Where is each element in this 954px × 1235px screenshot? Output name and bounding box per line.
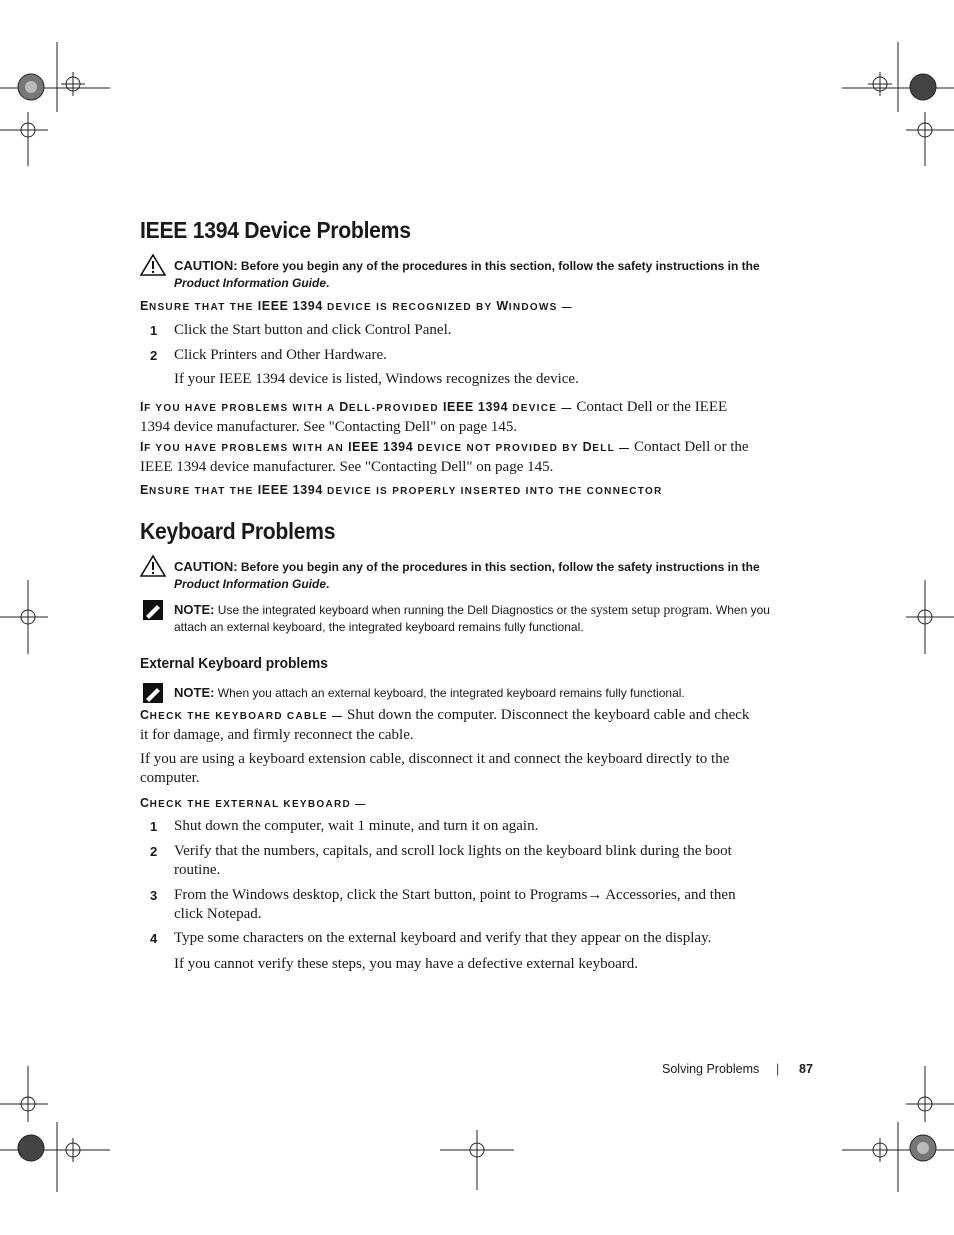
sc-cap: IEEE 1394 bbox=[348, 440, 414, 454]
step-text-part: button and click bbox=[260, 322, 365, 338]
sc-cap: E bbox=[140, 299, 149, 313]
caution-notice bbox=[174, 558, 774, 593]
note-text: Use the integrated keyboard when running the Dell Diagnostics or the bbox=[217, 603, 588, 617]
section-title-ieee1394: IEEE 1394 Device Problems bbox=[140, 217, 411, 243]
step-number: 2 bbox=[150, 348, 158, 363]
step-text bbox=[174, 321, 760, 340]
paragraph-check-cable bbox=[140, 706, 760, 745]
heading-check-external bbox=[140, 796, 366, 810]
caution-end: . bbox=[326, 276, 330, 290]
menu-arrow: → bbox=[587, 887, 606, 903]
sc-cap: I bbox=[140, 440, 145, 454]
sc-text: ELL — bbox=[592, 443, 631, 454]
sc-cap: E bbox=[140, 483, 149, 497]
note-text: When you attach an external keyboard, the integrated keyboard remains fully functional. bbox=[217, 686, 685, 700]
caution-text: Before you begin any of the procedures in this section, follow the safety instructions in the bbox=[240, 259, 760, 273]
caution-text: Before you begin any of the procedures in this section, follow the safety instructions in the bbox=[240, 560, 760, 574]
step-text-part: . bbox=[447, 322, 452, 338]
ui-term: Start bbox=[401, 887, 431, 903]
note-label: NOTE: bbox=[174, 685, 215, 700]
sc-text: ELL-PROVIDED bbox=[348, 403, 443, 414]
paragraph-body: Contact Dell or the IEEE 1394 device manufacturer. See "Contacting Dell" on page 145. bbox=[140, 439, 749, 475]
sc-cap: D bbox=[339, 400, 349, 414]
step-text-part: Click the bbox=[174, 322, 233, 338]
ui-term: Control Panel bbox=[364, 322, 448, 338]
note-label: NOTE: bbox=[174, 602, 215, 617]
section-title-keyboard: Keyboard Problems bbox=[140, 518, 336, 544]
sc-cap: IEEE 1394 bbox=[257, 299, 323, 313]
sc-text: INDOWS — bbox=[508, 302, 574, 313]
subsection-title: External Keyboard problems bbox=[140, 655, 328, 672]
step-number: 1 bbox=[150, 323, 158, 338]
sc-cap: W bbox=[496, 299, 509, 313]
heading-ensure-inserted bbox=[140, 483, 663, 497]
sc-text: DEVICE — bbox=[508, 403, 573, 414]
sc-cap: D bbox=[582, 440, 593, 454]
sc-cap: IEEE 1394 bbox=[442, 400, 509, 414]
step-followup-text: If you cannot verify these steps, you may have a defective external keyboard. bbox=[174, 956, 638, 972]
sc-cap: IEEE 1394 bbox=[257, 483, 323, 497]
sc-cap: C bbox=[140, 708, 150, 722]
note-external-keyboard bbox=[174, 684, 774, 702]
ui-term: Start bbox=[232, 322, 261, 338]
step-number: 4 bbox=[150, 931, 158, 946]
ui-term: Accessories bbox=[605, 887, 677, 903]
step-text: Verify that the numbers, capitals, and scroll lock lights on the keyboard blink during the boot routine. bbox=[174, 843, 732, 878]
ui-term: Notepad bbox=[206, 906, 258, 922]
step-text-part: button, point to bbox=[430, 887, 530, 903]
caution-notice bbox=[174, 257, 774, 292]
sc-text: HECK THE EXTERNAL KEYBOARD — bbox=[149, 799, 367, 810]
caution-label: CAUTION: bbox=[174, 258, 238, 273]
note-pencil-icon bbox=[142, 682, 164, 704]
step-text bbox=[174, 886, 760, 924]
footer-separator: | bbox=[776, 1062, 780, 1076]
sc-cap: C bbox=[140, 796, 150, 810]
step-text: Type some characters on the external keyboard and verify that they appear on the display. bbox=[174, 930, 712, 946]
footer-page-number: 87 bbox=[799, 1062, 813, 1076]
step-followup-text: If your IEEE 1394 device is listed, Windows recognizes the device. bbox=[174, 371, 579, 387]
sc-text: F YOU HAVE PROBLEMS WITH A bbox=[144, 403, 340, 414]
step-text-part: , and then click bbox=[174, 887, 736, 922]
sc-text: DEVICE IS PROPERLY INSERTED INTO THE CONNECTOR bbox=[322, 486, 663, 497]
note-text: When you attach an external keyboard, the integrated keyboard remains fully functional. bbox=[174, 603, 770, 634]
note-term: system setup program. bbox=[590, 602, 713, 617]
paragraph-body: Contact Dell or the IEEE 1394 device manufacturer. See "Contacting Dell" on page 145. bbox=[140, 399, 728, 435]
paragraph-body: Shut down the computer. Disconnect the keyboard cable and check it for damage, and firmly reconnect the cable. bbox=[140, 707, 750, 743]
step-number: 1 bbox=[150, 819, 158, 834]
paragraph-extension-cable: If you are using a keyboard extension cable, disconnect it and connect the keyboard directly to the computer. bbox=[140, 751, 730, 786]
heading-ensure-recognized bbox=[140, 299, 573, 313]
ui-term: Programs bbox=[529, 887, 588, 903]
step-number: 3 bbox=[150, 888, 158, 903]
ui-term: Printers and Other Hardware bbox=[210, 347, 384, 363]
note-integrated-keyboard bbox=[174, 601, 774, 636]
step-text-part: . bbox=[257, 906, 262, 922]
caution-icon bbox=[140, 254, 166, 276]
step-text-part: From the Windows desktop, click the bbox=[174, 887, 402, 903]
sc-text: DEVICE NOT PROVIDED BY bbox=[413, 443, 583, 454]
caution-end: . bbox=[326, 577, 330, 591]
paragraph-dell-provided bbox=[140, 398, 760, 437]
sc-text: NSURE THAT THE bbox=[148, 486, 258, 497]
sc-text: HECK THE KEYBOARD CABLE — bbox=[149, 711, 344, 722]
caution-label: CAUTION: bbox=[174, 559, 238, 574]
sc-cap: I bbox=[140, 400, 145, 414]
step-text bbox=[174, 346, 760, 365]
step-text-part: . bbox=[383, 347, 387, 363]
footer-section-name: Solving Problems bbox=[662, 1062, 760, 1076]
step-number: 2 bbox=[150, 844, 158, 859]
sc-text: F YOU HAVE PROBLEMS WITH AN bbox=[144, 443, 349, 454]
caution-guide: Product Information Guide bbox=[174, 577, 326, 591]
sc-text: DEVICE IS RECOGNIZED BY bbox=[322, 302, 497, 313]
step-text-part: Click bbox=[174, 347, 211, 363]
paragraph-not-dell bbox=[140, 438, 760, 477]
note-pencil-icon bbox=[142, 599, 164, 621]
step-text: Shut down the computer, wait 1 minute, and turn it on again. bbox=[174, 818, 539, 834]
caution-guide: Product Information Guide bbox=[174, 276, 326, 290]
sc-text: NSURE THAT THE bbox=[148, 302, 258, 313]
caution-icon bbox=[140, 555, 166, 577]
